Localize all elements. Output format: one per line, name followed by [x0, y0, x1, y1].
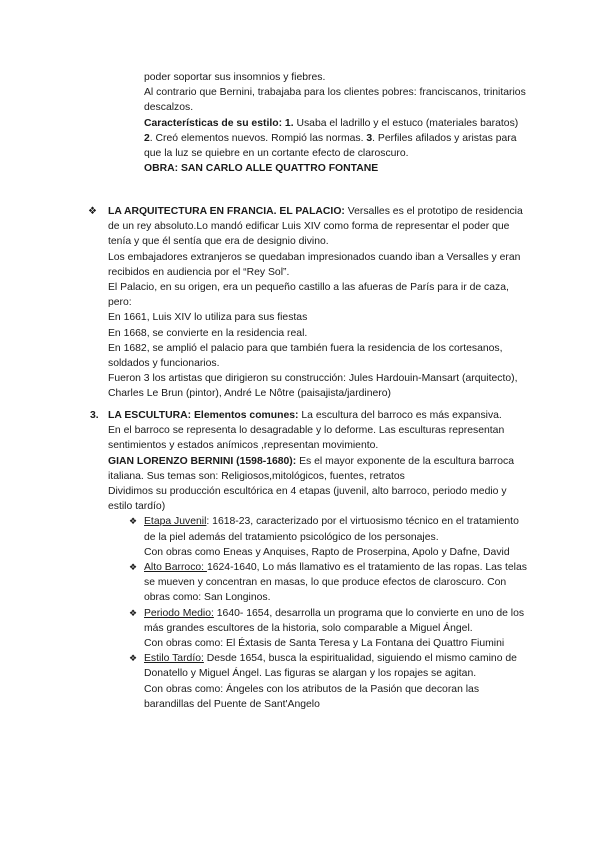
escultura-paragraph: Dividimos su producción escultórica en 4 etapas (juvenil, alto barroco, periodo medio y estilo tardío) — [108, 486, 507, 513]
arquitectura-paragraph: En 1661, Luis XIV lo utiliza para sus fiestas — [108, 312, 308, 324]
intro-line-2: Al contrario que Bernini, trabajaba para los clientes pobres: franciscanos, trinitarios descalzos. — [144, 87, 526, 114]
etapa-text: : 1618-23, caracterizado por el virtuosismo técnico en el tratamiento de la piel además del tratamiento psicológico de los personajes. — [144, 516, 519, 543]
characteristics-label: Características de su estilo: 1. — [144, 117, 294, 129]
etapa-text: 1640- 1654, desarrolla un programa que lo convierte en uno de los más grandes escultores de la historia, solo comparable a Miguel Ángel. — [144, 607, 525, 634]
escultura-paragraph: En el barroco se representa lo desagradable y lo deforme. Las esculturas representan sentimientos y estados anímicos ,representan movimiento. — [108, 425, 505, 452]
arquitectura-paragraph: Los embajadores extranjeros se quedaban impresionados cuando iban a Versalles y eran recibidos en audiencia por el “Rey Sol”. — [108, 251, 521, 278]
etapa-text: Desde 1654, busca la espiritualidad, siguiendo el mismo camino de Donatello y Miguel Ángel. Las figuras se alargan y los ropajes se agitan. — [144, 653, 517, 680]
etapa-estilo-tardio — [108, 651, 528, 712]
bernini-paragraph — [108, 454, 528, 484]
escultura-title: LA ESCULTURA: Elementos comunes: — [108, 410, 299, 421]
section-number: 3. — [90, 410, 99, 421]
diamond-bullet-icon: ❖ — [129, 607, 138, 618]
arquitectura-paragraph: En 1668, se convierte en la residencia real. — [108, 327, 308, 339]
characteristics-items — [108, 131, 528, 161]
diamond-bullet-icon: ❖ — [88, 206, 97, 217]
arquitectura-paragraph: El Palacio, en su origen, era un pequeño castillo a las afueras de París para ir de caza, pero: — [108, 282, 509, 309]
etapa-obras: Con obras como Eneas y Anquises, Rapto de Proserpina, Apolo y Dafne, David — [144, 546, 510, 558]
diamond-bullet-icon: ❖ — [129, 653, 138, 664]
etapa-text: 1624-1640, Lo más llamativo es el tratamiento de las ropas. Las telas se mueven y concentran en masas, lo que produce efectos de claroscuro. Con obras como: San Longinos. — [144, 562, 527, 604]
arquitectura-title: LA ARQUITECTURA EN FRANCIA. EL PALACIO: — [108, 206, 345, 217]
borromini-section — [108, 70, 528, 176]
etapa-label: Periodo Medio: — [144, 607, 214, 619]
arquitectura-section — [108, 204, 528, 402]
intro-line-1: poder soportar sus insomnios y fiebres. — [144, 72, 326, 83]
item-3-number: 3 — [366, 132, 373, 144]
etapa-juvenil — [108, 514, 528, 560]
bernini-text: Es el mayor exponente de la escultura barroca italiana. Sus temas son: Religiosos,mitológicos, fuentes, retratos — [108, 455, 514, 482]
diamond-bullet-icon: ❖ — [129, 516, 138, 527]
etapa-periodo-medio — [108, 606, 528, 652]
item-3-text: . Perfiles afilados y aristas para que la luz se quiebre en un cortante efecto de claroscuro. — [144, 132, 517, 160]
item-2-text: . Creó elementos nuevos. Rompió las normas. — [149, 132, 367, 144]
item-2-number: 2 — [144, 132, 150, 144]
escultura-intro — [108, 408, 528, 423]
etapa-label: Estilo Tardío: — [144, 653, 204, 665]
bernini-title: GIAN LORENZO BERNINI (1598-1680): — [108, 455, 297, 467]
characteristics-text: Usaba el ladrillo y el estuco (materiales baratos) — [293, 117, 519, 129]
etapa-label: Alto Barroco: — [144, 562, 207, 574]
escultura-intro-text: La escultura del barroco es más expansiva. — [298, 410, 502, 421]
diamond-bullet-icon: ❖ — [129, 562, 138, 573]
arquitectura-intro-text: Versalles es el prototipo de residencia de un rey absoluto.Lo mandó edificar Luis XIV como forma de representar el poder que tenía y que él sentía que era de designio divino. — [108, 206, 523, 248]
obra-heading: OBRA: SAN CARLO ALLE QUATTRO FONTANE — [144, 163, 379, 175]
etapa-label: Etapa Juvenil — [144, 516, 207, 528]
arquitectura-paragraph: En 1682, se amplió el palacio para que también fuera la residencia de los cortesanos, soldados y funcionarios. — [108, 342, 503, 370]
arquitectura-paragraph: Fueron 3 los artistas que dirigieron su construcción: Jules Hardouin-Mansart (arquitecto), Charles Le Brun (pintor), André Le Nôtre (paisajista/jardinero) — [108, 373, 518, 400]
characteristics-paragraph — [108, 116, 528, 131]
escultura-section — [108, 408, 528, 712]
etapa-obras: Con obras como: El Éxtasis de Santa Teresa y La Fontana dei Quattro Fiumini — [144, 638, 505, 650]
etapa-obras: Con obras como: Ángeles con los atributos de la Pasión que decoran las barandillas del Puente de Sant'Angelo — [144, 683, 480, 710]
etapa-alto-barroco — [108, 560, 528, 606]
arquitectura-intro — [108, 204, 528, 250]
